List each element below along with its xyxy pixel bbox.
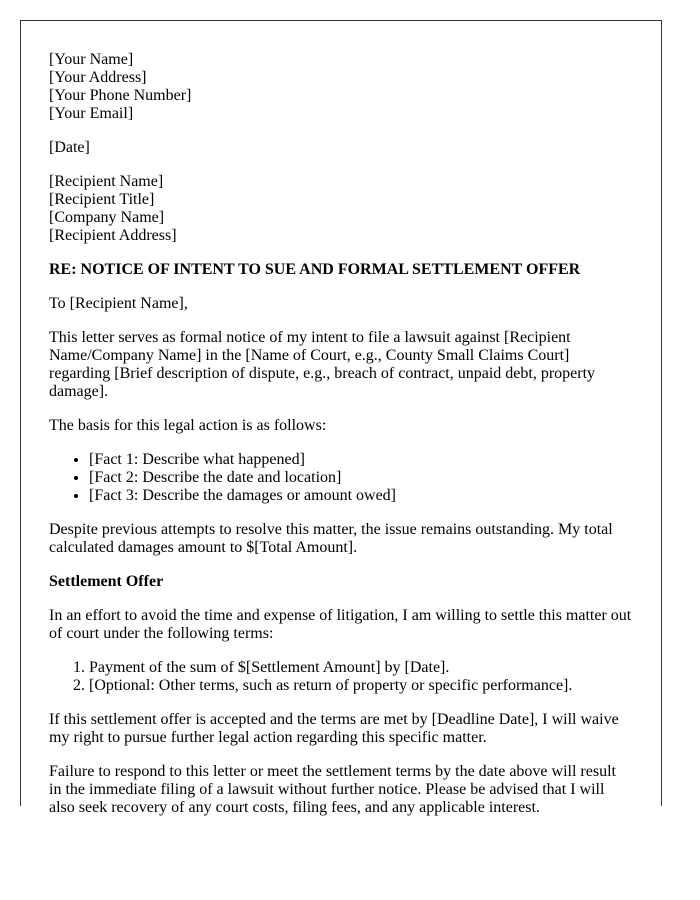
subject-line: RE: NOTICE OF INTENT TO SUE AND FORMAL SETTLEMENT OFFER bbox=[49, 261, 581, 278]
letter-date: [Date] bbox=[49, 139, 90, 156]
salutation: To [Recipient Name], bbox=[49, 295, 188, 312]
recipient-name: [Recipient Name] bbox=[49, 173, 164, 190]
fact-item: • [Fact 3: Describe the damages or amount owed] bbox=[89, 487, 632, 505]
waiver-paragraph: If this settlement offer is accepted and the terms are met by [Deadline Date], I will waive my right to pursue further legal action regarding this specific matter. bbox=[49, 711, 619, 746]
recipient-address: [Recipient Address] bbox=[49, 227, 177, 244]
settlement-heading: Settlement Offer bbox=[49, 573, 164, 590]
fact-item: • [Fact 1: Describe what happened] bbox=[89, 451, 632, 469]
intro-paragraph: This letter serves as formal notice of my intent to file a lawsuit against [Recipient Name/Company Name] in the [Name of Court, e.g., County Small Claims Court] regarding [Brief description of dispute, e.g., breach of contract, unpaid debt, property damage]. bbox=[49, 329, 596, 400]
sender-phone: [Your Phone Number] bbox=[49, 87, 192, 104]
term-item: 2. [Optional: Other terms, such as return of property or specific performance]. bbox=[89, 677, 632, 695]
sender-block bbox=[49, 51, 632, 123]
facts-list bbox=[49, 451, 632, 505]
letter-document bbox=[20, 20, 662, 816]
recipient-title: [Recipient Title] bbox=[49, 191, 155, 208]
settlement-intro: In an effort to avoid the time and expense of litigation, I am willing to settle this matter out of court under the following terms: bbox=[49, 607, 632, 642]
fact-item: • [Fact 2: Describe the date and location] bbox=[89, 469, 632, 487]
basis-intro: The basis for this legal action is as follows: bbox=[49, 417, 327, 434]
sender-email: [Your Email] bbox=[49, 105, 134, 122]
damages-paragraph: Despite previous attempts to resolve this matter, the issue remains outstanding. My total calculated damages amount to $[Total Amount]. bbox=[49, 521, 613, 556]
terms-list bbox=[49, 659, 632, 695]
sender-address: [Your Address] bbox=[49, 69, 147, 86]
recipient-company: [Company Name] bbox=[49, 209, 165, 226]
term-item: 1. Payment of the sum of $[Settlement Amount] by [Date]. bbox=[89, 659, 632, 677]
recipient-block bbox=[49, 173, 632, 245]
failure-paragraph: Failure to respond to this letter or meet the settlement terms by the date above will result in the immediate filing of a lawsuit without further notice. Please be advised that I will also seek recovery of any court costs, filing fees, and any applicable interest. bbox=[49, 763, 616, 816]
sender-name: [Your Name] bbox=[49, 51, 134, 68]
